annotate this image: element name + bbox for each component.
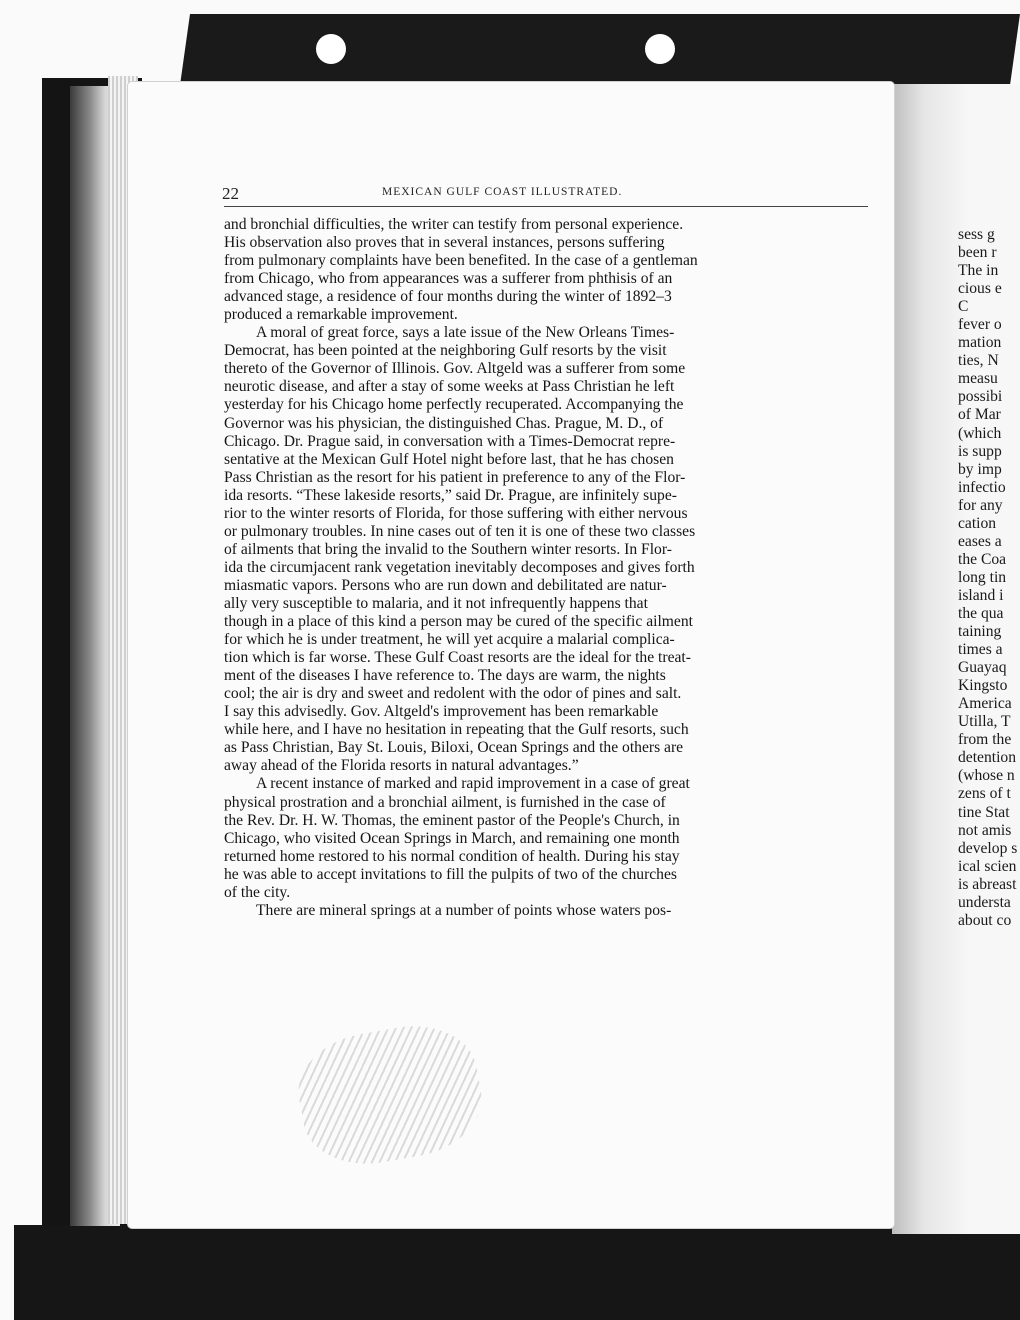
text-line: from Chicago, who from appearances was a sufferer from phthisis of an bbox=[224, 270, 673, 288]
text-line: away ahead of the Florida resorts in natural advantages.” bbox=[224, 757, 579, 775]
text-line: while here, and I have no hesitation in repeating that the Gulf resorts, such bbox=[224, 721, 689, 739]
text-line: ally very susceptible to malaria, and it not infrequently happens that bbox=[224, 594, 648, 612]
text-line: as Pass Christian, Bay St. Louis, Biloxi, Ocean Springs and the others are bbox=[224, 739, 684, 757]
text-line: for which he is under treatment, he will yet acquire a malarial complica- bbox=[224, 631, 675, 649]
text-line: returned home restored to his normal condition of health. During his stay bbox=[224, 847, 680, 865]
text-line: of ailments that bring the invalid to the Southern winter resorts. In Flor- bbox=[224, 540, 672, 558]
text-line: sentative at the Mexican Gulf Hotel night before last, that he has chosen bbox=[224, 450, 674, 468]
text-line: I say this advisedly. Gov. Altgeld's improvement has been remarkable bbox=[224, 703, 659, 721]
text-line: ment of the diseases I have reference to. The days are warm, the nights bbox=[224, 667, 666, 685]
facing-page-line: by imp bbox=[958, 460, 1002, 478]
facing-page-line: mation bbox=[958, 334, 1002, 352]
facing-page-line: understa bbox=[958, 893, 1011, 911]
facing-page-line: times a bbox=[958, 641, 1003, 659]
text-line: Chicago. Dr. Prague said, in conversation with a Times-Democrat repre- bbox=[224, 432, 676, 450]
text-line: thereto of the Governor of Illinois. Gov. Altgeld was a sufferer from some bbox=[224, 360, 686, 378]
facing-page-line: zens of t bbox=[958, 785, 1011, 803]
facing-page-line: island i bbox=[958, 586, 1004, 604]
facing-page-line: possibi bbox=[958, 388, 1003, 406]
facing-page-line: is supp bbox=[958, 442, 1002, 460]
facing-page-line: Utilla, T bbox=[958, 713, 1011, 731]
text-line: physical prostration and a bronchial ailment, is furnished in the case of bbox=[224, 793, 666, 811]
facing-page-line: been r bbox=[958, 244, 997, 262]
facing-page-line: taining bbox=[958, 623, 1002, 641]
text-line: There are mineral springs at a number of points whose waters pos- bbox=[256, 901, 672, 919]
text-line: of the city. bbox=[224, 883, 291, 901]
facing-page-line: fever o bbox=[958, 316, 1002, 334]
body-text bbox=[224, 216, 860, 920]
facing-page-line: (whose n bbox=[958, 767, 1015, 785]
facing-page-line: is abreast bbox=[958, 875, 1017, 893]
facing-page-line: about co bbox=[958, 911, 1012, 929]
text-line: the Rev. Dr. H. W. Thomas, the eminent pastor of the People's Church, in bbox=[224, 811, 680, 829]
facing-page-line: tine Stat bbox=[958, 803, 1010, 821]
text-line: miasmatic vapors. Persons who are run down and debilitated are natur- bbox=[224, 576, 667, 594]
facing-page-line: not amis bbox=[958, 821, 1012, 839]
facing-page-line: long tin bbox=[958, 568, 1007, 586]
facing-page-line: the Coa bbox=[958, 550, 1007, 568]
text-line: or pulmonary troubles. In nine cases out of ten it is one of these two classes bbox=[224, 522, 696, 540]
facing-page-line: infectio bbox=[958, 478, 1006, 496]
text-line: His observation also proves that in several instances, persons suffering bbox=[224, 234, 665, 252]
text-line: ida resorts. “These lakeside resorts,” said Dr. Prague, are infinitely supe- bbox=[224, 486, 677, 504]
facing-page-line: the qua bbox=[958, 604, 1004, 622]
text-line: yesterday for his Chicago home perfectly recuperated. Accompanying the bbox=[224, 396, 684, 414]
text-line: A recent instance of marked and rapid improvement in a case of great bbox=[256, 775, 690, 793]
facing-page-line: cious e bbox=[958, 280, 1002, 298]
text-line: though in a place of this kind a person may be cured of the specific ailment bbox=[224, 613, 693, 631]
text-line: advanced stage, a residence of four months during the winter of 1892–3 bbox=[224, 288, 672, 306]
text-line: rior to the winter resorts of Florida, for those suffering with either nervous bbox=[224, 504, 688, 522]
facing-page-line: cation bbox=[958, 514, 997, 532]
text-line: Democrat, has been pointed at the neighboring Gulf resorts by the visit bbox=[224, 342, 667, 360]
binder-backing-bottom bbox=[14, 1225, 1020, 1320]
page-header bbox=[222, 182, 862, 206]
text-line: ida the circumjacent rank vegetation inevitably decomposes and gives forth bbox=[224, 558, 695, 576]
page-number: 22 bbox=[222, 184, 239, 203]
facing-page-line: detention bbox=[958, 749, 1017, 767]
facing-page-line: sess g bbox=[958, 226, 995, 243]
text-line: produced a remarkable improvement. bbox=[224, 306, 458, 324]
text-line: cool; the air is dry and sweet and redolent with the odor of pines and salt. bbox=[224, 685, 682, 703]
facing-page-line: eases a bbox=[958, 532, 1002, 550]
running-title: MEXICAN GULF COAST ILLUSTRATED. bbox=[382, 186, 623, 198]
text-line: Chicago, who visited Ocean Springs in March, and remaining one month bbox=[224, 829, 680, 847]
facing-page-line: for any bbox=[958, 496, 1003, 514]
facing-page-line: from the bbox=[958, 731, 1012, 749]
facing-page-line: C bbox=[958, 298, 969, 316]
text-line: he was able to accept invitations to fill the pulpits of two of the churches bbox=[224, 865, 677, 883]
facing-page-line: of Mar bbox=[958, 406, 1001, 424]
facing-page-line: America bbox=[958, 695, 1012, 713]
text-line: from pulmonary complaints have been benefited. In the case of a gentleman bbox=[224, 252, 698, 270]
facing-page-text bbox=[958, 226, 1020, 930]
text-line: neurotic disease, and after a stay of some weeks at Pass Christian he left bbox=[224, 378, 675, 396]
facing-page-line: Guayaq bbox=[958, 659, 1007, 677]
facing-page-line: measu bbox=[958, 370, 998, 388]
facing-page-line: ties, N bbox=[958, 352, 999, 370]
text-line: Pass Christian as the resort for his patient in preference to any of the Flor- bbox=[224, 468, 686, 486]
text-line: A moral of great force, says a late issue of the New Orleans Times- bbox=[256, 324, 675, 342]
text-line: and bronchial difficulties, the writer can testify from personal experience. bbox=[224, 216, 684, 233]
punch-hole-right bbox=[645, 34, 675, 64]
punch-hole-left bbox=[316, 34, 346, 64]
facing-page-line: ical scien bbox=[958, 857, 1017, 875]
facing-page-line: develop s bbox=[958, 839, 1018, 857]
facing-page-line: The in bbox=[958, 262, 999, 280]
facing-page-line: Kingsto bbox=[958, 677, 1008, 695]
header-rule bbox=[224, 206, 868, 207]
text-line: Governor was his physician, the distinguished Chas. Prague, M. D., of bbox=[224, 414, 664, 432]
facing-page-line: (which bbox=[958, 424, 1002, 442]
text-line: tion which is far worse. These Gulf Coast resorts are the ideal for the treat- bbox=[224, 649, 691, 667]
